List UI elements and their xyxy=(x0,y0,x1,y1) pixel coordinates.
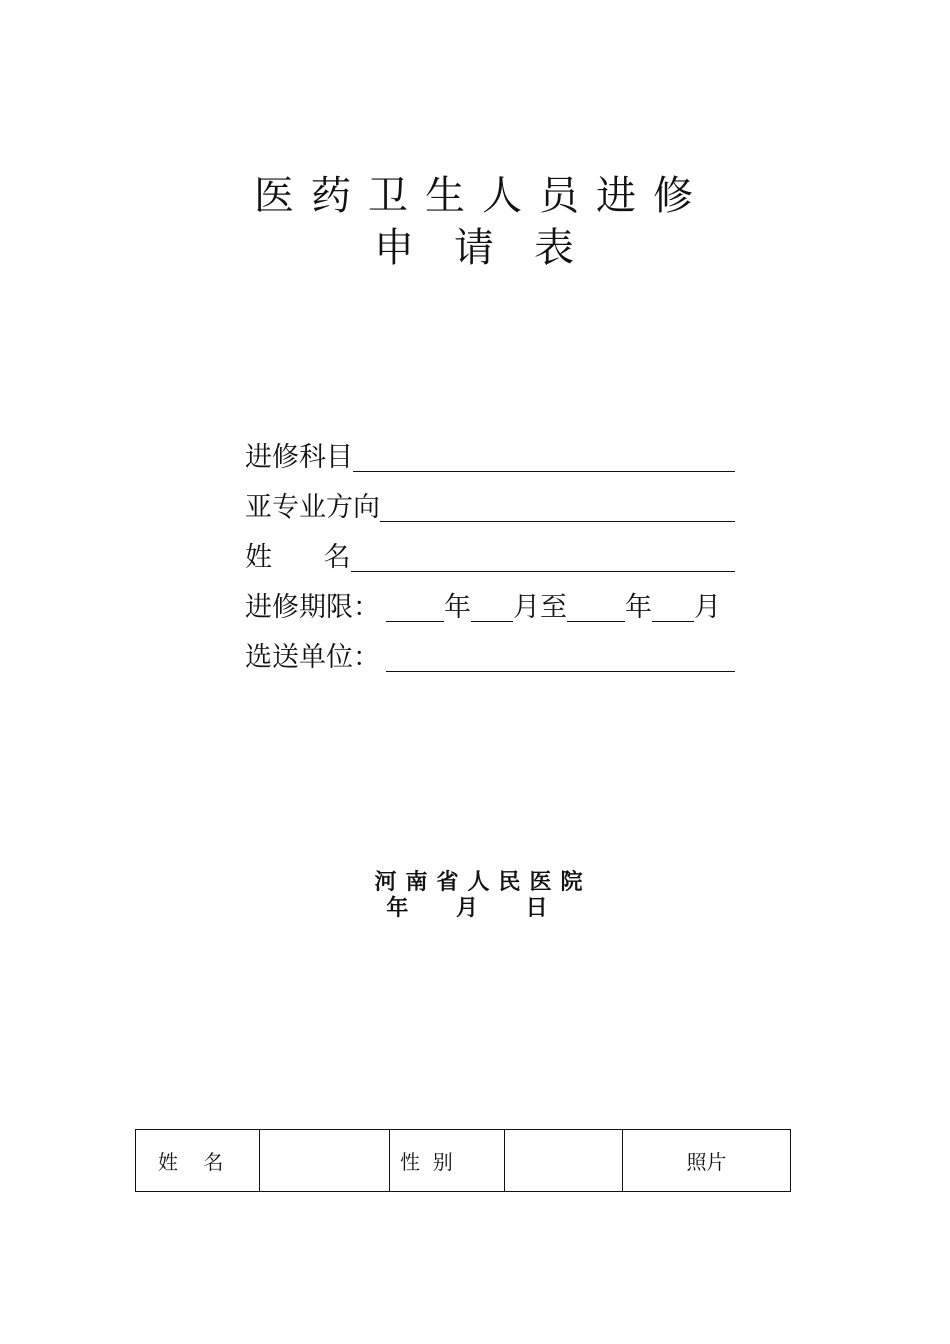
period-month-to: 月至 xyxy=(513,592,567,623)
title-line-1: 医药卫生人员进修 xyxy=(254,173,710,219)
period-year-1: 年 xyxy=(444,592,471,623)
footer xyxy=(0,870,950,922)
name-input-line[interactable] xyxy=(351,541,736,572)
period-label: 进修期限： xyxy=(245,592,380,623)
period-start-year-blank[interactable] xyxy=(386,591,444,622)
field-unit xyxy=(245,628,735,678)
name-label: 姓 名 xyxy=(245,542,351,573)
subject-input-line[interactable] xyxy=(353,441,735,472)
hospital-name: 河南省人民医院 xyxy=(374,870,592,895)
table-photo-label: 照片 xyxy=(686,1150,727,1174)
table-gender-label: 性 别 xyxy=(400,1150,453,1174)
date-line: 年 月 日 xyxy=(386,896,568,921)
field-period xyxy=(245,578,735,628)
info-table xyxy=(135,1129,791,1192)
period-year-2: 年 xyxy=(625,592,652,623)
name-value-cell[interactable] xyxy=(260,1130,390,1192)
table-name-label: 姓 名 xyxy=(158,1150,224,1174)
cover-fields xyxy=(245,428,735,678)
gender-label-cell xyxy=(390,1130,505,1192)
subspecialty-label: 亚专业方向 xyxy=(245,492,380,523)
field-name xyxy=(245,528,735,578)
period-end-year-blank[interactable] xyxy=(567,591,625,622)
field-subject xyxy=(245,428,735,478)
period-month-2: 月 xyxy=(694,592,721,623)
gender-value-cell[interactable] xyxy=(505,1130,623,1192)
subspecialty-input-line[interactable] xyxy=(380,491,735,522)
unit-label: 选送单位： xyxy=(245,642,380,673)
form-title xyxy=(0,170,950,274)
photo-cell[interactable] xyxy=(623,1130,791,1192)
subject-label: 进修科目 xyxy=(245,442,353,473)
table-row xyxy=(136,1130,791,1192)
title-line-2: 申请表 xyxy=(374,225,614,271)
unit-input-line[interactable] xyxy=(386,641,735,672)
name-label-cell xyxy=(136,1130,260,1192)
field-subspecialty xyxy=(245,478,735,528)
period-start-month-blank[interactable] xyxy=(471,591,513,622)
period-end-month-blank[interactable] xyxy=(652,591,694,622)
